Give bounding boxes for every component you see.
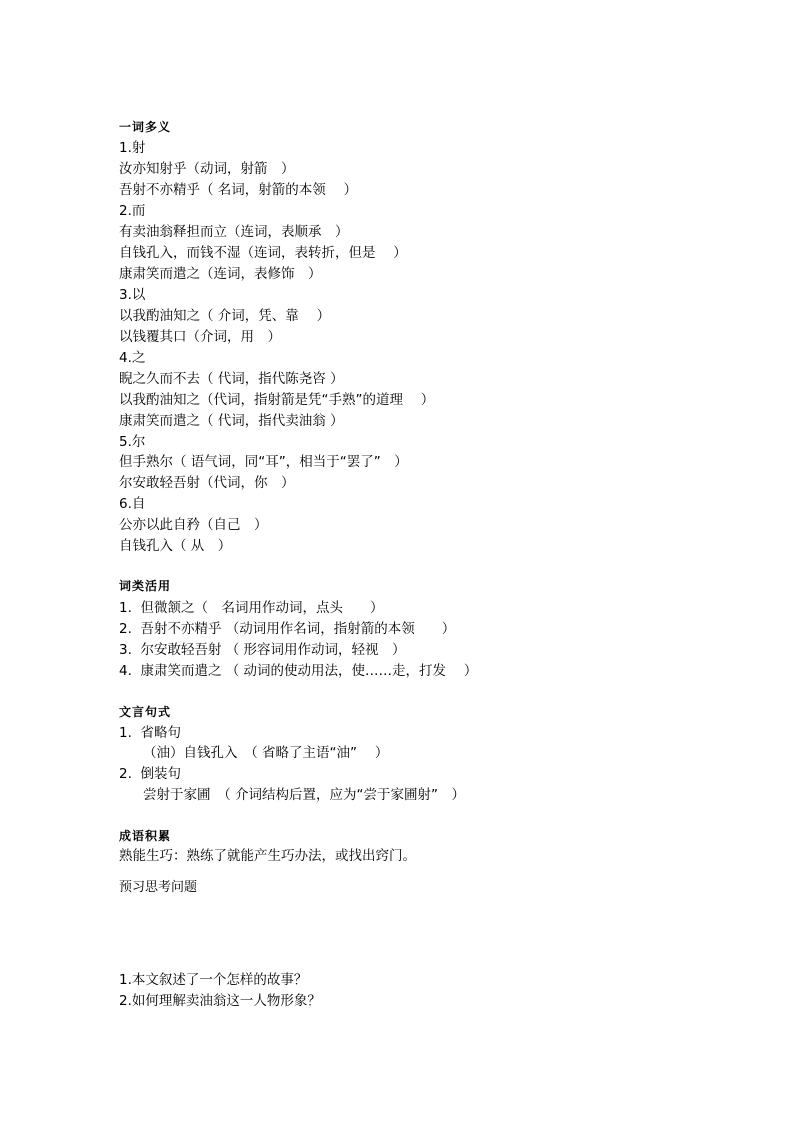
polysemy-line: 以钱覆其口（介词，用 ） xyxy=(119,329,281,345)
preview-question: 1.本文叙述了一个怎样的故事？ xyxy=(119,972,308,988)
polysemy-line: 睨之久而不去（ 代词，指代陈尧咨 ） xyxy=(119,371,344,387)
section-heading-preview: 预习思考问题 xyxy=(119,880,198,895)
sentence-pattern-example: 尝射于家圃 （ 介词结构后置，应为“尝于家圃射” ） xyxy=(143,787,466,803)
polysemy-line: 1.射 xyxy=(119,140,146,156)
polysemy-line: 康肃笑而遣之（ 代词，指代卖油翁 ） xyxy=(119,413,344,429)
word-class-item: 2. 吾射不亦精乎 （动词用作名词，指射箭的本领 ） xyxy=(119,621,456,637)
polysemy-line: 自钱孔入，而钱不湿（连词，表转折，但是 ） xyxy=(119,245,407,261)
section-heading-idiom: 成语积累 xyxy=(119,829,172,843)
idiom-text: 熟能生巧：熟练了就能产生巧办法，或找出窍门。 xyxy=(119,848,416,864)
polysemy-line: 6.自 xyxy=(119,496,146,512)
polysemy-line: 吾射不亦精乎（ 名词，射箭的本领 ） xyxy=(119,182,358,198)
polysemy-line: 以我酌油知之（代词，指射箭是凭“手熟”的道理 ） xyxy=(119,392,435,408)
polysemy-line: 康肃笑而遣之（连词，表修饰 ） xyxy=(119,266,322,282)
preview-question: 2.如何理解卖油翁这一人物形象？ xyxy=(119,993,321,1009)
section-heading-sentence-patterns: 文言句式 xyxy=(119,705,172,719)
sentence-pattern-title: 2. 倒装句 xyxy=(119,766,181,782)
word-class-item: 3. 尔安敢轻吾射 （ 形容词用作动词，轻视 ） xyxy=(119,642,406,658)
section-heading-polysemy: 一词多义 xyxy=(119,120,172,134)
polysemy-line: 尔安敢轻吾射（代词，你 ） xyxy=(119,475,295,491)
polysemy-line: 2.而 xyxy=(119,203,146,219)
polysemy-line: 4.之 xyxy=(119,350,146,366)
sentence-pattern-title: 1. 省略句 xyxy=(119,725,181,741)
polysemy-line: 汝亦知射乎（动词，射箭 ） xyxy=(119,161,295,177)
polysemy-line: 以我酌油知之（ 介词，凭、靠 ） xyxy=(119,308,331,324)
sentence-pattern-example: （油）自钱孔入 （ 省略了主语“油” ） xyxy=(143,745,389,761)
polysemy-line: 但手熟尔（ 语气词，同“耳”，相当于“罢了” ） xyxy=(119,454,408,470)
polysemy-line: 5.尔 xyxy=(119,434,146,450)
polysemy-line: 有卖油翁释担而立（连词，表顺承 ） xyxy=(119,224,349,240)
polysemy-line: 公亦以此自矜（自己 ） xyxy=(119,517,268,533)
polysemy-line: 自钱孔入（ 从 ） xyxy=(119,538,232,554)
word-class-item: 4. 康肃笑而遣之 （ 动词的使动用法，使……走，打发 ） xyxy=(119,663,478,679)
word-class-item: 1. 但微颔之（ 名词用作动词，点头 ） xyxy=(119,600,384,616)
section-heading-word-class: 词类活用 xyxy=(119,579,172,593)
polysemy-line: 3.以 xyxy=(119,287,146,303)
